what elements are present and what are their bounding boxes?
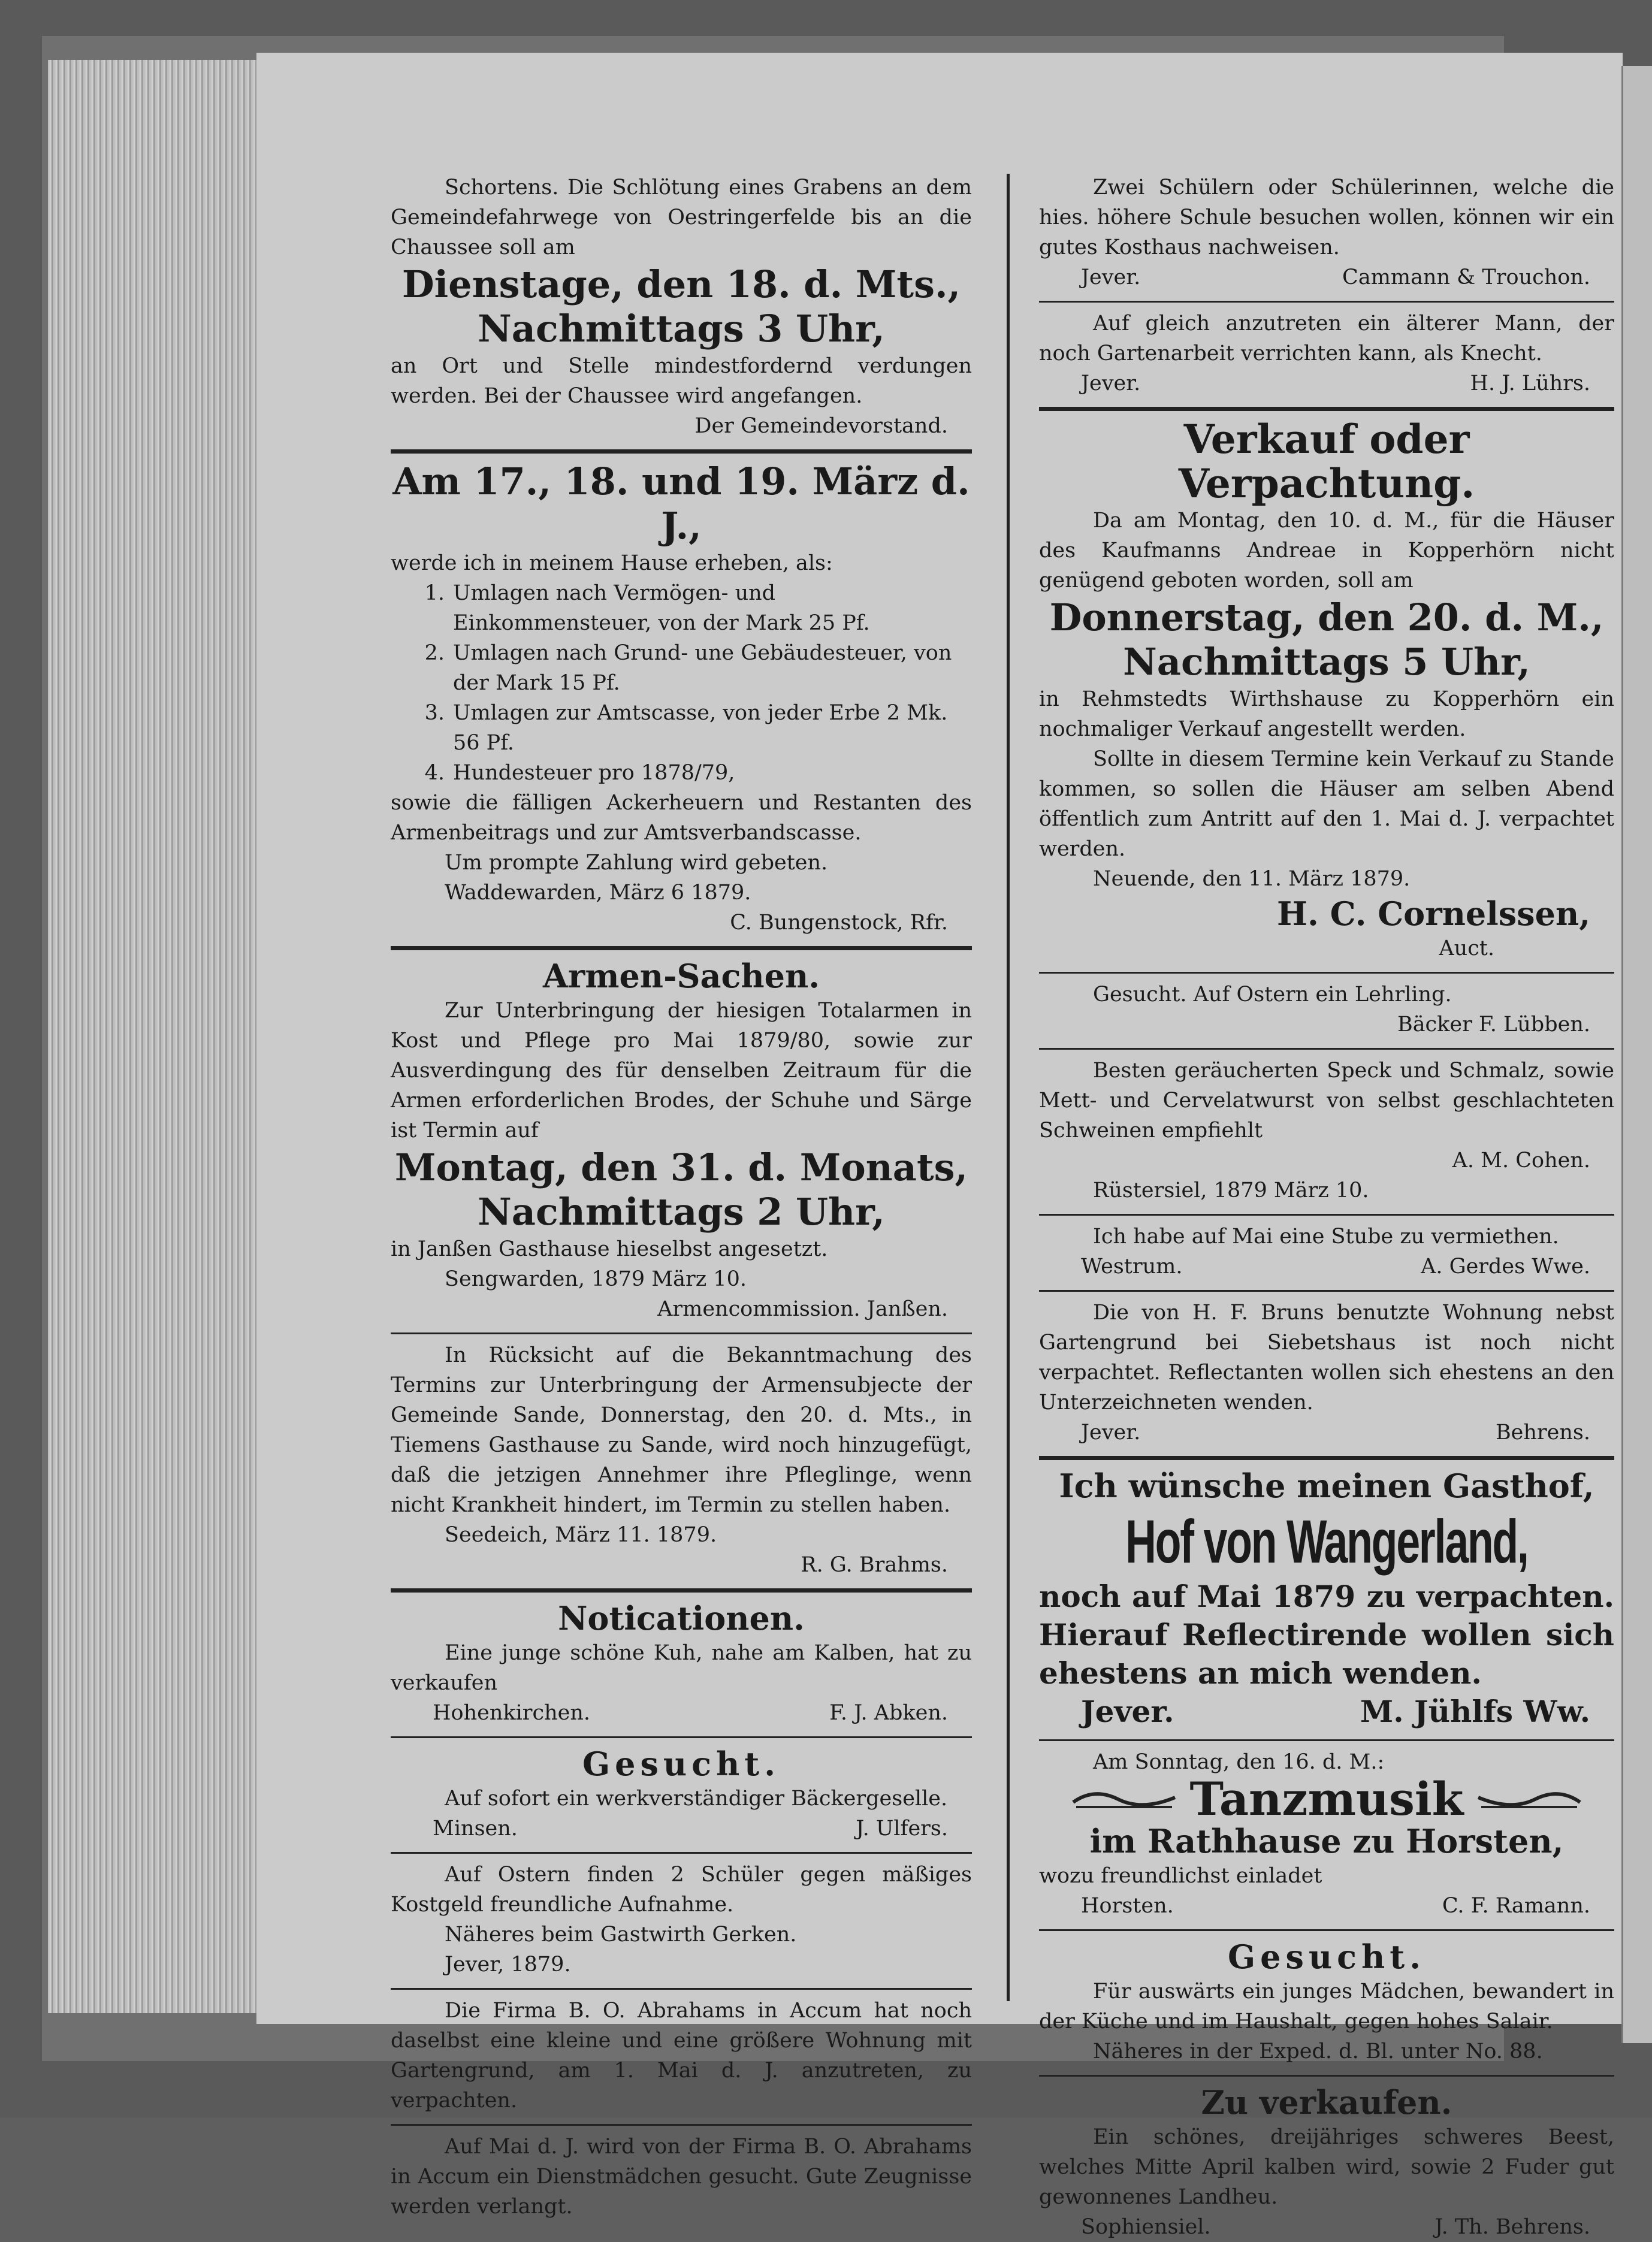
ad-place-date: Sengwarden, 1879 März 10. — [445, 1267, 747, 1291]
section-heading: Armen-Sachen. — [542, 957, 820, 995]
ad-house-lease — [1039, 1298, 1614, 1448]
ad-body: an Ort und Stelle mindestfordernd verdungen werden. Bei der Chaussee wird angefangen. — [391, 354, 972, 408]
ad-apartment — [391, 1996, 972, 2116]
ad-footer — [391, 1698, 972, 1728]
ad-body: Die Firma B. O. Abrahams in Accum hat noch daselbst eine kleine und eine größere Wohnung mit Gartengrund, am 1. Mai d. J. anzutreten, zu verpachten. — [391, 1999, 972, 2113]
ad-room-for-rent — [1039, 1222, 1614, 1282]
ad-body: Besten geräucherten Speck und Schmalz, sowie Mett- und Cervelatwurst von selbst geschlachteten Schweinen empfiehlt — [1039, 1059, 1614, 1143]
ad-headline: Ich wünsche meinen Gasthof, — [1059, 1467, 1594, 1505]
ad-body: Eine junge schöne Kuh, nahe am Kalben, hat zu verkaufen — [391, 1641, 972, 1695]
inn-name: Hof von Wangerland, — [1125, 1507, 1528, 1576]
ad-body: Ich habe auf Mai eine Stube zu vermiethen. — [1093, 1225, 1559, 1249]
ad-body: Zur Unterbringung der hiesigen Totalarmen in Kost und Pflege pro Mai 1879/80, sowie zur Ausverdingung des für denselben Zeitraum für die Armen erforderlichen Brodes, der Schuhe und Särge ist Termin auf — [391, 999, 972, 1143]
list-item — [391, 638, 972, 698]
ad-body: In Rücksicht auf die Bekanntmachung des Termins zur Unterbringung der Armensubjecte der Gemeinde Sande, Donnerstag, den 20. d. Mts., in Tiemens Gasthause zu Sande, wird noch hinzugefügt, daß die jetzigen Annehmer ihre Pfleglinge, wenn nicht Krankheit hindert, im Termin zu stellen haben. — [391, 1343, 972, 1517]
ad-footer — [391, 1814, 972, 1844]
divider — [391, 2124, 972, 2126]
divider — [1039, 1214, 1614, 1216]
ad-place: Jever. — [1081, 1421, 1141, 1445]
ad-date: Donnerstag, den 20. d. M., — [1049, 596, 1604, 639]
ad-signature: Der Gemeindevorstand. — [694, 414, 948, 438]
left-column — [391, 114, 972, 2219]
divider — [1039, 2075, 1614, 2077]
divider — [1039, 1048, 1614, 1050]
divider — [391, 946, 972, 950]
ad-time: Nachmittags 2 Uhr, — [478, 1190, 885, 1234]
list-text: Umlagen zur Amtscasse, von jeder Erbe 2 Mk. 56 Pf. — [453, 701, 948, 755]
ad-body: sowie die fälligen Ackerheuern und Restanten des Armenbeitrags und zur Amtsverbandscasse. — [391, 791, 972, 845]
list-number: 2. — [424, 641, 445, 665]
ad-place: Horsten. — [1081, 1894, 1174, 1918]
ad-body: in Rehmstedts Wirthshause zu Kopperhörn ein nochmaliger Verkauf angestellt werden. — [1039, 687, 1614, 741]
divider — [391, 1332, 972, 1334]
ad-signature: C. Bungenstock, Rfr. — [730, 911, 948, 935]
divider — [391, 1588, 972, 1593]
ad-body: Zwei Schülern oder Schülerinnen, welche die hies. höhere Schule besuchen wollen, können wir ein gutes Kosthaus nachweisen. — [1039, 176, 1614, 259]
ad-footer — [1039, 368, 1614, 398]
ad-time: Nachmittags 5 Uhr, — [1123, 640, 1530, 684]
ad-date: Dienstage, den 18. d. Mts., — [401, 262, 961, 306]
section-heading: Gesucht. — [582, 1745, 781, 1783]
ad-footer — [1039, 262, 1614, 292]
ad-signature: J. Ulfers. — [856, 1817, 948, 1841]
ad-body: wozu freundlichst einladet — [1039, 1864, 1322, 1888]
ad-signature: F. J. Abken. — [829, 1701, 948, 1725]
ad-baker-wanted — [391, 1744, 972, 1844]
divider — [1039, 972, 1614, 974]
section-heading: Verkauf oder Verpachtung. — [1178, 416, 1475, 507]
ad-body: Auf sofort ein werkverständiger Bäckergeselle. — [445, 1787, 948, 1811]
section-heading: Zu verkaufen. — [1201, 2083, 1452, 2122]
ad-signature: J. Th. Behrens. — [1434, 2215, 1590, 2239]
ad-footer — [1039, 1252, 1614, 1282]
list-text: Umlagen nach Vermögen- und Einkommensteuer, von der Mark 25 Pf. — [453, 581, 870, 635]
ad-body: Auf Ostern finden 2 Schüler gegen mäßiges Kostgeld freundliche Aufnahme. — [391, 1863, 972, 1917]
section-heading: Noticationen. — [558, 1599, 805, 1637]
ad-apprentice-wanted — [1039, 980, 1614, 1040]
ad-place: Sophiensiel. — [1081, 2215, 1211, 2239]
ad-footer — [1039, 1418, 1614, 1448]
ad-place-date: Neuende, den 11. März 1879. — [1093, 867, 1411, 891]
ad-body: Gesucht. Auf Ostern ein Lehrling. — [1093, 983, 1452, 1007]
ad-place: in Janßen Gasthause hieselbst angesetzt. — [391, 1237, 828, 1261]
ad-body: Ein schönes, dreijähriges schweres Beest, welches Mitte April kalben wird, sowie 2 Fuder gut gewonnenes Landheu. — [1039, 2125, 1614, 2209]
ad-inn-lease — [1039, 1466, 1614, 1731]
ad-signature: A. Gerdes Wwe. — [1421, 1255, 1590, 1279]
ad-body: Schortens. Die Schlötung eines Grabens an dem Gemeindefahrwege von Oestringerfelde bis an die Chaussee soll am — [391, 176, 972, 259]
ad-body: Da am Montag, den 10. d. M., für die Häuser des Kaufmanns Andreae in Kopperhörn nicht genügend geboten worden, soll am — [1039, 509, 1614, 593]
ad-cow-for-sale — [391, 1599, 972, 1728]
dance-heading-line — [1039, 1772, 1614, 1826]
divider — [1039, 301, 1614, 303]
ad-signature: A. M. Cohen. — [1452, 1149, 1590, 1173]
ad-signature: M. Jühlfs Ww. — [1360, 1694, 1590, 1729]
list-number: 1. — [424, 581, 445, 605]
ad-dance — [1039, 1747, 1614, 1921]
ad-maid-wanted — [391, 2132, 972, 2222]
ad-boarding-house — [1039, 173, 1614, 292]
ad-sande-notice — [391, 1340, 972, 1580]
ad-place: Hohenkirchen. — [433, 1701, 591, 1725]
divider — [391, 1988, 972, 1990]
list-item — [391, 698, 972, 758]
ad-signature: Armencommission. Janßen. — [657, 1297, 948, 1321]
ad-body: Für auswärts ein junges Mädchen, bewandert in der Küche und im Haushalt, gegen hohes Salair. — [1039, 1980, 1614, 2033]
ad-info: Näheres beim Gastwirth Gerken. — [445, 1923, 797, 1947]
list-number: 4. — [424, 761, 445, 785]
ad-body: Die von H. F. Bruns benutzte Wohnung nebst Gartengrund bei Siebetshaus ist noch nicht verpachtet. Reflectanten wollen sich ehestens an den Unterzeichneten wenden. — [1039, 1301, 1614, 1415]
ad-tax-collection — [391, 460, 972, 938]
dance-heading: Tanzmusik — [1189, 1772, 1464, 1826]
list-number: 3. — [424, 701, 445, 725]
ornament-left-icon — [1070, 1784, 1178, 1814]
divider — [391, 1852, 972, 1854]
ad-place-date: Seedeich, März 11. 1879. — [445, 1523, 717, 1547]
ad-place-date: Waddewarden, März 6 1879. — [445, 881, 751, 905]
column-divider — [1007, 174, 1010, 2001]
ad-body: Sollte in diesem Termine kein Verkauf zu Stande kommen, so sollen die Häuser am selben Abend öffentlich zum Antritt auf den 1. Mai d. J. verpachtet werden. — [1039, 747, 1614, 861]
ad-place-date: Jever, 1879. — [445, 1953, 571, 1977]
dance-location: im Rathhause zu Horsten, — [1089, 1822, 1564, 1860]
adjacent-page-edge — [1621, 66, 1652, 2043]
ad-body: Auf Mai d. J. wird von der Firma B. O. Abrahams in Accum ein Dienstmädchen gesucht. Gute Zeugnisse werden verlangt. — [391, 2135, 972, 2219]
ad-poor-relief — [391, 956, 972, 1324]
ad-place: Westrum. — [1081, 1255, 1183, 1279]
ad-place: Jever. — [1081, 265, 1141, 289]
ad-body: Auf gleich anzutreten ein älterer Mann, der noch Gartenarbeit verrichten kann, als Knecht. — [1039, 312, 1614, 365]
list-item — [391, 578, 972, 638]
ad-info: Näheres in der Exped. d. Bl. unter No. 88. — [1093, 2039, 1543, 2063]
section-heading: Gesucht. — [1227, 1938, 1426, 1976]
divider — [1039, 1929, 1614, 1931]
ad-place-date: Rüstersiel, 1879 März 10. — [1093, 1179, 1369, 1202]
ad-date: Am Sonntag, den 16. d. M.: — [1093, 1750, 1385, 1774]
ad-signature: H. J. Lührs. — [1470, 371, 1590, 395]
ad-sausage — [1039, 1056, 1614, 1205]
ad-place: Minsen. — [433, 1817, 518, 1841]
page-edges — [48, 60, 258, 2013]
ad-signature-title: Auct. — [1439, 936, 1494, 960]
ad-date: Montag, den 31. d. Monats, — [394, 1146, 968, 1189]
ad-signature: H. C. Cornelssen, — [1276, 895, 1590, 933]
ad-cattle-for-sale — [1039, 2083, 1614, 2242]
divider — [1039, 407, 1614, 411]
ad-ditch-contract — [391, 173, 972, 441]
ad-girl-wanted — [1039, 1937, 1614, 2066]
divider — [391, 449, 972, 454]
ad-signature: C. F. Ramann. — [1442, 1894, 1590, 1918]
ad-place: Jever. — [1081, 371, 1141, 395]
divider — [1039, 1456, 1614, 1460]
ad-request: Um prompte Zahlung wird gebeten. — [445, 851, 828, 875]
ad-intro: werde ich in meinem Hause erheben, als: — [391, 551, 833, 575]
ad-body: noch auf Mai 1879 zu verpachten. Hierauf Reflectirende wollen sich ehestens an mich wenden. — [1039, 1579, 1614, 1691]
ad-signature: Behrens. — [1495, 1421, 1590, 1445]
ad-sale-or-lease — [1039, 417, 1614, 963]
ad-headline: Am 17., 18. und 19. März d. J., — [392, 460, 970, 548]
list-text: Umlagen nach Grund- une Gebäudesteuer, von der Mark 15 Pf. — [453, 641, 952, 695]
ad-signature: R. G. Brahms. — [801, 1553, 948, 1577]
ad-signature: Bäcker F. Lübben. — [1397, 1013, 1590, 1037]
ad-signature: Cammann & Trouchon. — [1342, 265, 1590, 289]
ad-place: Jever. — [1081, 1694, 1174, 1729]
ornament-right-icon — [1475, 1784, 1583, 1814]
ad-time: Nachmittags 3 Uhr, — [478, 307, 885, 350]
divider — [1039, 1739, 1614, 1741]
ad-footer — [1039, 1693, 1614, 1731]
divider — [391, 1736, 972, 1738]
list-text: Hundesteuer pro 1878/79, — [453, 761, 735, 785]
right-column — [1039, 114, 1614, 2239]
list-item — [391, 758, 972, 788]
ad-farmhand-wanted — [1039, 309, 1614, 398]
divider — [1039, 1290, 1614, 1292]
ad-footer — [1039, 1891, 1614, 1921]
ad-footer — [1039, 2212, 1614, 2242]
ad-boarding — [391, 1860, 972, 1980]
